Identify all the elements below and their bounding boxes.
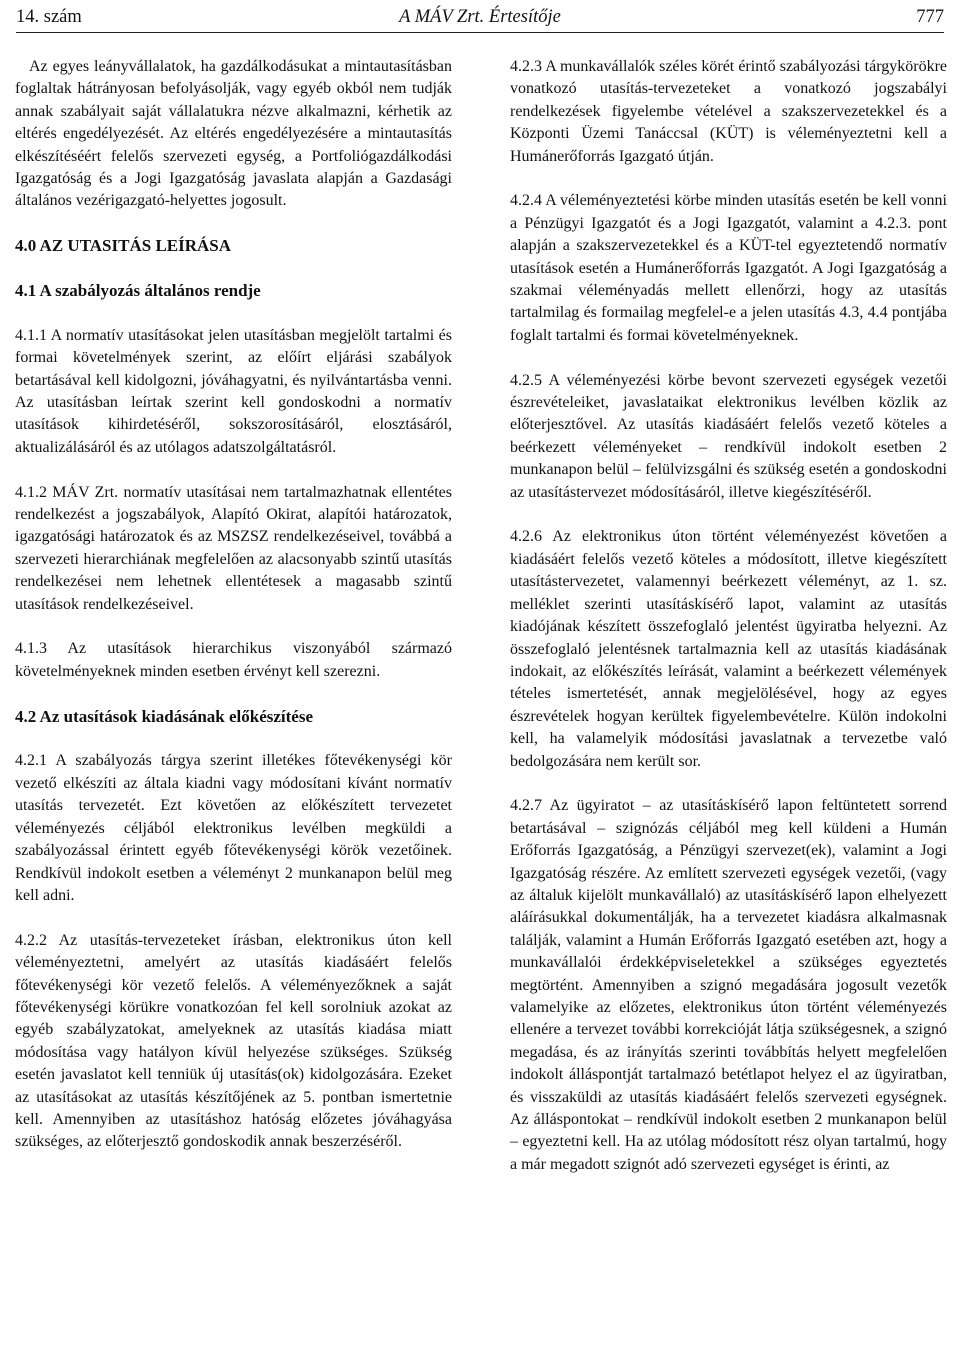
heading-4-0: 4.0 AZ UTASITÁS LEÍRÁSA <box>15 236 232 256</box>
page-number: 777 <box>916 7 944 27</box>
paragraph-4-2-3: 4.2.3 A munkavállalók széles körét érintő szabályozási tárgykörökre vonatkozó utasítás-tervezeteket a vonatkozó jogszabályi rendelkezések figyelembe vételével a szakszervezetekkel és a Központi Üzemi Tanáccsal (KÜT) is véleményeztetni kell a Humánerőforrás Igazgató útján. <box>510 58 947 165</box>
paragraph-4-2-6: 4.2.6 Az elektronikus úton történt véleményezést követően a kiadásáért felelős vezető köteles a módosított, illetve kiegészített utasítástervezetet, valamennyi beérkezett véleményt, az 1. sz. melléklet szerinti utasításkísérő lapot, valamint az utasítás kiadójának készített összefoglaló jelentést ügyiratba helyezni. Az összefoglaló jelentésnek tartalmaznia kell az utasítás kiadásának indokait, az előkészítés leírását, valamint a beérkezett vélemények tételes ismertetését, annak megjelölésével, hogy az egyes észrevételek hogyan kerültek figyelembevételre. Külön indokolni kell, ha valamelyik módosítási javaslatnak a tervezetbe való bedolgozására nem került sor. <box>510 528 947 770</box>
paragraph-4-1-3: 4.1.3 Az utasítások hierarchikus viszonyából származó követelményeknek minden esetben érvényt kell szerezni. <box>15 640 452 680</box>
paragraph-4-2-4: 4.2.4 A véleményeztetési körbe minden utasítás esetén be kell vonni a Pénzügyi Igazgatót és a Jogi Igazgatót, valamint a 4.2.3. pont alapján a szakszervezetekkel és a KÜT-tel egyeztetendő normatív utasítások esetén a Humánerőforrás Igazgatót. A Jogi Igazgatóság a szakmai véleményadás mellett ellenőrzi, hogy az utasítás tartalmilag és formailag megfelel-e a jelen utasítás 4.3, 4.4 pontjába foglalt tartalmi és formai követelményeknek. <box>510 192 947 344</box>
paragraph-4-2-1: 4.2.1 A szabályozás tárgya szerint illetékes főtevékenységi kör vezető elkészíti az általa kiadni vagy módosítani kívánt normatív utasítás tervezetét. Ezt követően az előkészített tervezetet véleményezés céljából elektronikus levélben megküldi a szabályozással érintett egyéb főtevékenységi körök vezetőinek. Rendkívül indokolt esetben a véleményt 2 munkanapon belül meg kell adni. <box>15 752 452 904</box>
heading-4-1: 4.1 A szabályozás általános rendje <box>15 281 261 301</box>
heading-4-2: 4.2 Az utasítások kiadásának előkészítése <box>15 706 313 726</box>
header-rule <box>16 32 944 33</box>
issue-number: 14. szám <box>16 7 82 27</box>
running-header <box>16 4 944 32</box>
paragraph-4-1-1: 4.1.1 A normatív utasításokat jelen utasításban megjelölt tartalmi és formai követelmények szerint, az előírt eljárási szabályok betartásával kell kidolgozni, jóváhagyatni, és nyilvántartásba venni. Az utasításban leírtak szerint kell gondoskodni a normatív utasítások kihirdetéséről, sokszorosításáról, elosztásáról, aktualizálásáról és az utólagos adatszolgáltatásról. <box>15 326 452 456</box>
paragraph-4-2-2: 4.2.2 Az utasítás-tervezeteket írásban, elektronikus úton kell véleményeztetni, amelyért az utasítás kiadásáért felelős főtevékenységi kör vezető felelős. A véleményezőknek a saját főtevékenységi körükre vonatkozóan fel kell sorolniuk azokat az egyéb szabályzatokat, amelyeknek az utasítás kiadása miatt módosítása vagy hatályon kívül helyezése szükséges. Szükség esetén javaslatot kell tenniük új utasítás(ok) kidolgozására. Ezeket az utasításokat az utasítás készítőjének az 5. pontban ismertetnie kell. Amennyiben az utasításhoz hatóság előzetes jóváhagyása szükséges, az előterjesztő gondoskodik annak beszerzéséről. <box>15 931 452 1151</box>
paragraph-4-2-7: 4.2.7 Az ügyiratot – az utasításkísérő lapon feltüntetett sorrend betartásával – szignózás céljából meg kell küldeni a Humán Erőforrás Igazgatóság, a Pénzügyi szervezet(ek), valamint a Jogi Igazgatóság részére. Az említett szervezeti egységek vezetői, (vagy az általuk kijelölt munkavállaló) az utasításkísérő lapon elhelyezett aláírásukkal dokumentálják, ha a tervezetet kiadásra alkalmasnak találják, valamint a Humán Erőforrás Igazgató esetében azt, hogy a munkavállalói érdekképviseletekkel a szükséges egyeztetés megtörtént. Amennyiben a szignó megadására jogosult vezetők valamelyike az előzetes, elektronikus úton történt véleményezés ellenére a tervezet további korrekcióját látja szükségesnek, a szignó megadása, és az irányítás szerinti továbbítás helyett megfelelően indokolt álláspontját tartalmazó betétlapot helyez el az ügyiratban, és visszaküldi az utasítás kiadásáért felelős szervezeti egységnek. Az álláspontokat – rendkívül indokolt esetben 2 munkanapon belül – egyeztetni kell. Ha az utólag módosított rész olyan tartalmú, hogy a már megadott szignót adó szervezeti egységet is érinti, az <box>510 797 947 1173</box>
journal-title: A MÁV Zrt. Értesítője <box>399 7 561 27</box>
paragraph-4-2-5: 4.2.5 A véleményezési körbe bevont szervezeti egységek vezetői észrevételeiket, javaslataikat elektronikus levélben közlik az előterjesztővel. Az utasítás kiadásáért felelős vezető köteles a beérkezett véleményeket – rendkívül indokolt esetben 2 munkanapon belül – felülvizsgálni és szükség esetén a gondoskodni az utasítástervezet módosításáról, illetve kiegészítéséről. <box>510 371 947 501</box>
left-column <box>15 56 452 1154</box>
right-column <box>510 56 947 1176</box>
paragraph-intro: Az egyes leányvállalatok, ha gazdálkodásukat a mintautasításban foglaltak hátrányosan befolyásolják, vagy egyéb okból nem tudják annak szabályait saját vállalatukra nézve alkalmazni, kérhetik az eltérés engedélyezését. Az eltérés engedélyezésére a mintautasítás elkészítéséért felelős szervezeti egység, a Portfoliógazdálkodási Igazgatóság és a Jogi Igazgatóság javaslata alapján a Gazdasági általános vezérigazgató-helyettes jogosult. <box>15 58 452 210</box>
paragraph-4-1-2: 4.1.2 MÁV Zrt. normatív utasításai nem tartalmazhatnak ellentétes rendelkezést a jogszabályok, Alapító Okirat, alapítói határozatok, igazgatósági határozatok és az MSZSZ rendelkezéseivel, továbbá a szervezeti hierarchiának megfelelően az alacsonyabb szintű utasítás rendelkezései nem lehetnek ellentétesek a magasabb szintű utasítások rendelkezéseivel. <box>15 483 452 613</box>
